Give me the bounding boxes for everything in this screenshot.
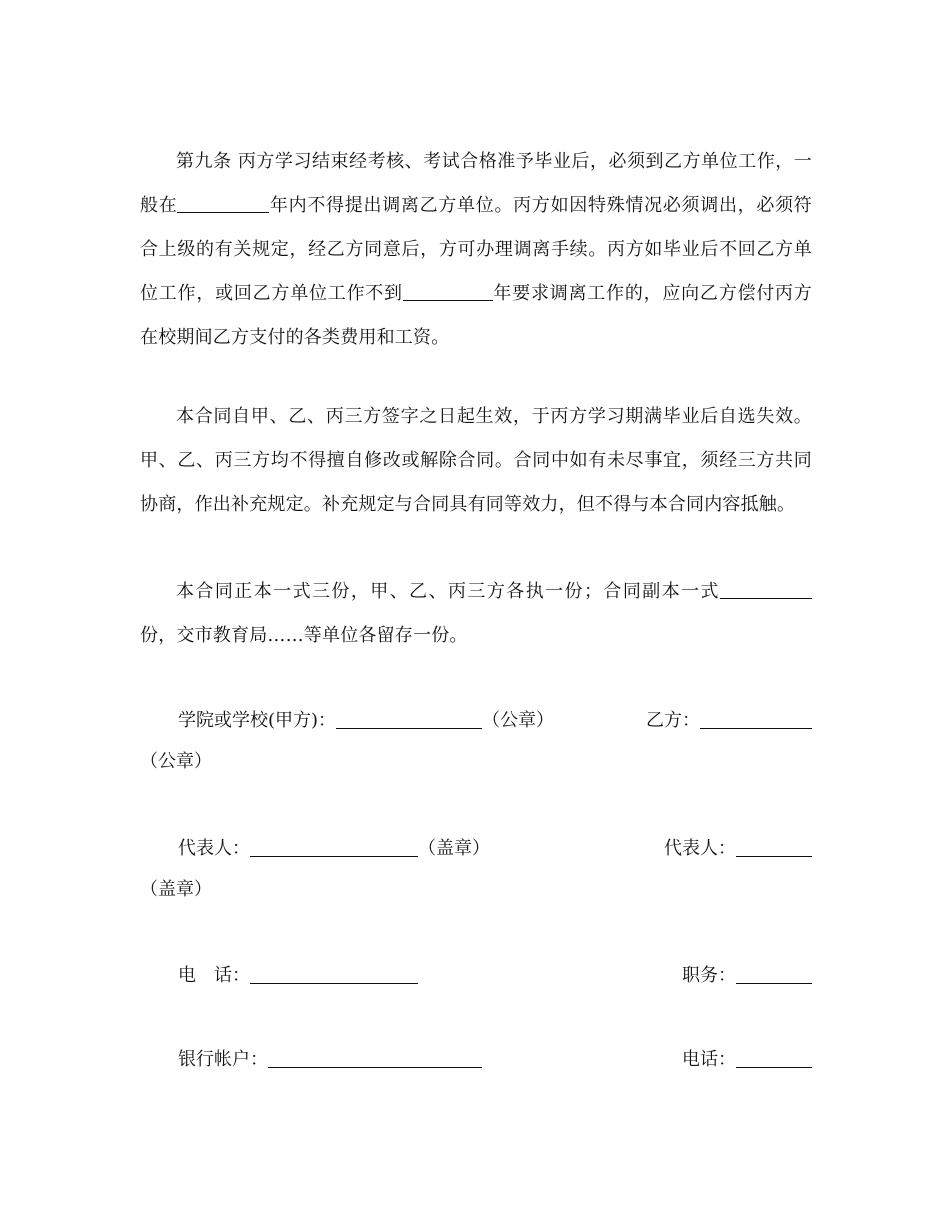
party-a-signature	[178, 708, 554, 733]
signature-row-phone-position	[140, 963, 812, 987]
copies-text-1: 本合同正本一式三份，甲、乙、丙三方各执一份；合同副本一式	[176, 581, 720, 602]
party-b-signature	[646, 708, 812, 733]
party-b-label: 乙方：	[646, 710, 700, 731]
bank-signature	[178, 1047, 482, 1072]
party-b-seal: （公章）	[140, 751, 212, 772]
signature-row-representatives	[140, 836, 812, 860]
rep-b-label: 代表人：	[664, 838, 736, 859]
copies-text-2: 份，交市教育局……等单位各留存一份。	[140, 625, 468, 646]
phone-a-signature	[178, 963, 418, 988]
position-signature	[682, 963, 812, 988]
rep-a-seal: （盖章）	[418, 838, 490, 859]
rep-b-signature	[664, 836, 812, 861]
position-field[interactable]	[736, 963, 812, 984]
phone-b-signature	[682, 1047, 812, 1072]
rep-a-field[interactable]	[250, 836, 418, 857]
article-9-paragraph	[140, 140, 812, 360]
bank-label: 银行帐户：	[178, 1049, 268, 1070]
article-9-text-3: 年要求调离工作的，应向乙方偿付丙方在校期间乙方支付的各类费用和工资。	[140, 283, 812, 348]
article-9-text-1: 第九条 丙方学习结束经考核、考试合格准予毕业后，必须到乙方单位工作，一般在	[140, 151, 812, 216]
blank-copy-count[interactable]	[720, 578, 812, 599]
signature-row-parties	[140, 708, 812, 732]
article-9-text-2: 年内不得提出调离乙方单位。丙方如因特殊情况必须调出，必须符合上级的有关规定，经乙方同意后，方可办理调离手续。丙方如毕业后不回乙方单位工作，或回乙方单位工作不到	[140, 195, 812, 304]
rep-a-label: 代表人：	[178, 838, 250, 859]
phone-b-field[interactable]	[736, 1047, 812, 1068]
party-a-seal: （公章）	[482, 710, 555, 731]
party-b-field[interactable]	[700, 708, 812, 729]
copies-paragraph	[140, 570, 812, 658]
position-label: 职务：	[682, 965, 736, 986]
effect-paragraph: 本合同自甲、乙、丙三方签字之日起生效，于丙方学习期满毕业后自选失效。甲、乙、丙三方均不得擅自修改或解除合同。合同中如有未尽事宜，须经三方共同协商，作出补充规定。补充规定与合同具有同等效力，但不得与本合同内容抵触。	[140, 406, 812, 515]
signature-row-bank-phone	[140, 1047, 812, 1071]
rep-b-seal: （盖章）	[140, 879, 212, 900]
phone-a-label: 电 话：	[178, 965, 250, 986]
phone-a-field[interactable]	[250, 963, 418, 984]
party-a-label: 学院或学校(甲方)：	[178, 710, 337, 731]
party-a-field[interactable]	[336, 708, 482, 729]
bank-account-field[interactable]	[268, 1047, 482, 1068]
rep-a-signature	[178, 836, 490, 861]
rep-b-field[interactable]	[736, 836, 812, 857]
blank-years-restriction[interactable]	[177, 192, 269, 213]
phone-b-label: 电话：	[682, 1049, 736, 1070]
blank-years-minimum[interactable]	[403, 280, 493, 301]
